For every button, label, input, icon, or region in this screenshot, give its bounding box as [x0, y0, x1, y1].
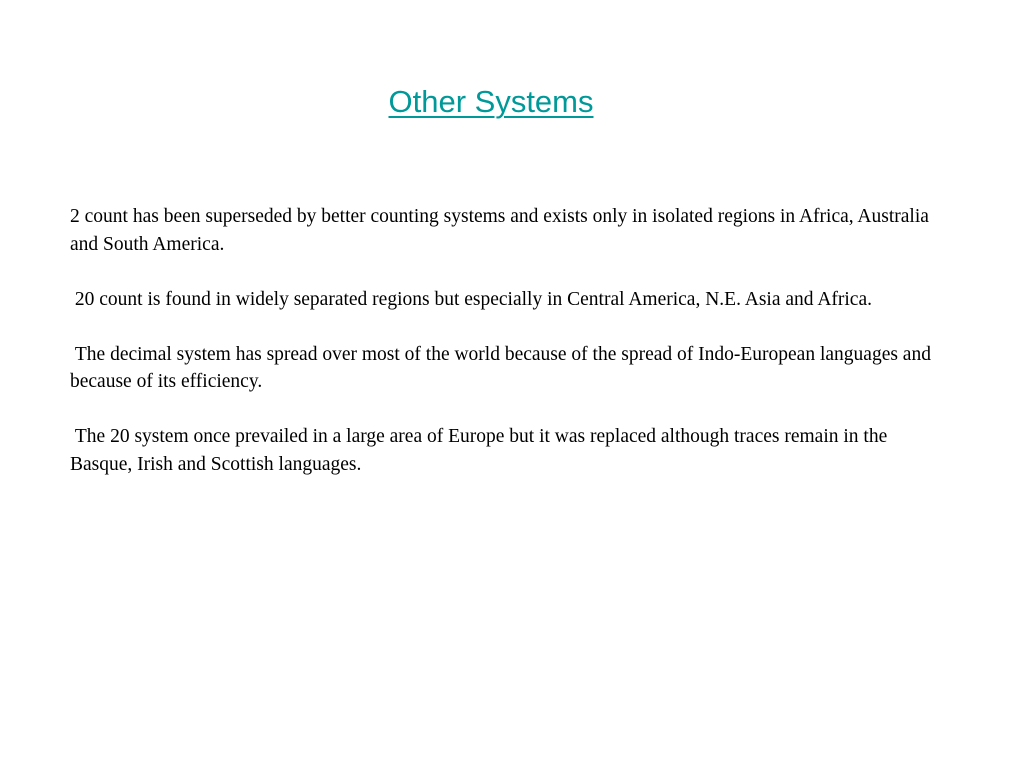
paragraph-20-system-europe: The 20 system once prevailed in a large area of Europe but it was replaced although traces remain in the Basque, Irish and Scottish languages. [70, 426, 893, 475]
slide-title-link[interactable]: Other Systems [388, 84, 594, 119]
paragraph-20-count: 20 count is found in widely separated regions but especially in Central America, N.E. Asia and Africa. [70, 288, 872, 310]
paragraph-decimal-system: The decimal system has spread over most of the world because of the spread of Indo-European languages and because of its efficiency. [70, 343, 936, 392]
slide-body [70, 203, 940, 506]
paragraph-2-count: 2 count has been superseded by better counting systems and exists only in isolated regions in Africa, Australia and South America. [70, 206, 934, 255]
